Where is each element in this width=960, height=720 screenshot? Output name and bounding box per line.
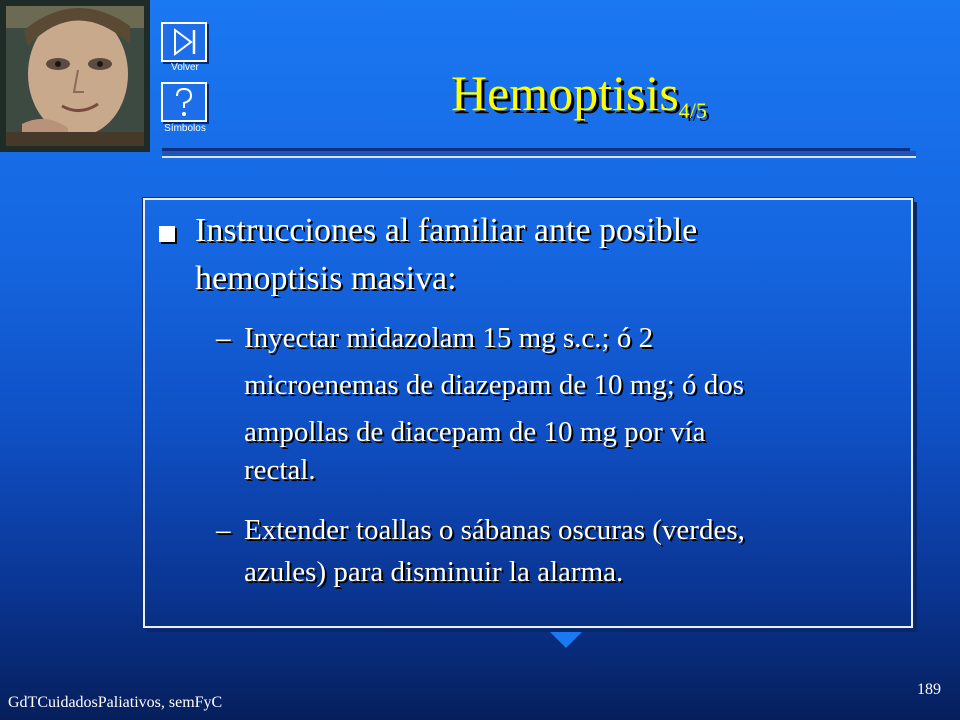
volver-label: Volver <box>171 62 199 73</box>
page-number: 189 <box>917 681 941 698</box>
item1-line-2: microenemas de diazepam de 10 mg; ó dos <box>244 369 745 401</box>
item1-line-4: rectal. <box>244 454 316 486</box>
dash-2: – <box>216 514 231 546</box>
item1-line-3: ampollas de diacepam de 10 mg por vía <box>244 416 706 448</box>
slide-title <box>451 64 707 122</box>
bullet-line-2: hemoptisis masiva: <box>195 260 457 297</box>
item2-line-1: Extender toallas o sábanas oscuras (verdes, <box>244 514 745 546</box>
slide-title-fraction: 4/5 <box>678 98 707 123</box>
simbolos-label: Símbolos <box>164 123 206 134</box>
footer-credit: GdTCuidadosPaliativos, semFyC <box>8 694 223 711</box>
volver-button[interactable] <box>161 22 207 62</box>
portrait-painting <box>0 0 150 152</box>
item1-line-1: Inyectar midazolam 15 mg s.c.; ó 2 <box>244 322 654 354</box>
item2-line-2: azules) para disminuir la alarma. <box>244 556 624 588</box>
play-end-icon <box>163 24 205 60</box>
bullet-line-1: Instrucciones al familiar ante posible <box>195 212 698 249</box>
title-rule <box>162 151 916 158</box>
square-bullet-icon <box>159 226 175 242</box>
simbolos-button[interactable] <box>161 82 207 122</box>
slide-title-text: Hemoptisis <box>451 65 679 121</box>
next-arrow-icon[interactable] <box>550 632 582 648</box>
question-mark-icon <box>163 84 205 120</box>
dash-1: – <box>216 322 231 354</box>
